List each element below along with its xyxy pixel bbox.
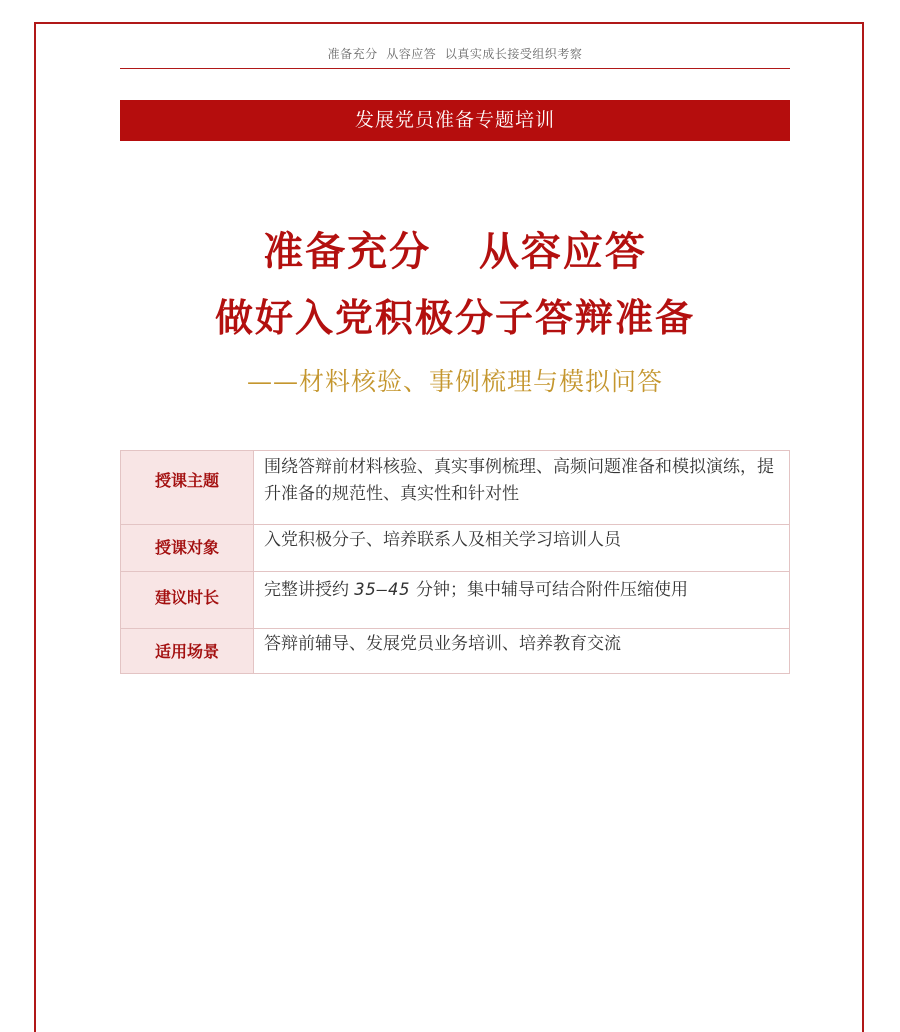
topic-banner: 发展党员准备专题培训 [120, 100, 790, 141]
scene-label: 适用场景 [154, 642, 219, 661]
row-label [121, 451, 254, 525]
row-value [254, 572, 790, 629]
scene-value: 答辩前辅导、发展党员业务培训、培养教育交流 [264, 634, 621, 654]
audience-label: 授课对象 [154, 538, 219, 557]
course-info-table [120, 450, 790, 674]
row-value [254, 451, 790, 525]
row-label [121, 629, 254, 674]
subtitle: ——材料核验、事例梳理与模拟问答 [246, 367, 663, 396]
row-label [121, 572, 254, 629]
row-label [121, 525, 254, 572]
main-title-line-2: 做好入党积极分子答辩准备 [214, 295, 695, 340]
row-value [254, 525, 790, 572]
table-row [121, 572, 790, 629]
table-row [121, 451, 790, 525]
row-value [254, 629, 790, 674]
running-header: 准备充分 从容应答 以真实成长接受组织考察 [327, 47, 583, 61]
main-title-line-1: 准备充分 从容应答 [263, 228, 647, 275]
audience-value: 入党积极分子、培养联系人及相关学习培训人员 [264, 530, 621, 550]
duration-suffix: 分钟；集中辅导可结合附件压缩使用 [410, 580, 688, 600]
topic-label: 授课主题 [154, 471, 219, 490]
topic-value: 围绕答辩前材料核验、真实事例梳理、高频问题准备和模拟演练，提升准备的规范性、真实性和针对性 [264, 457, 774, 504]
duration-prefix: 完整讲授约 [264, 580, 355, 600]
table-row [121, 525, 790, 572]
duration-number: 35—45 [354, 580, 411, 600]
duration-label: 建议时长 [154, 588, 219, 607]
duration-value [264, 572, 781, 604]
table-row [121, 629, 790, 674]
header-rule [120, 68, 790, 69]
